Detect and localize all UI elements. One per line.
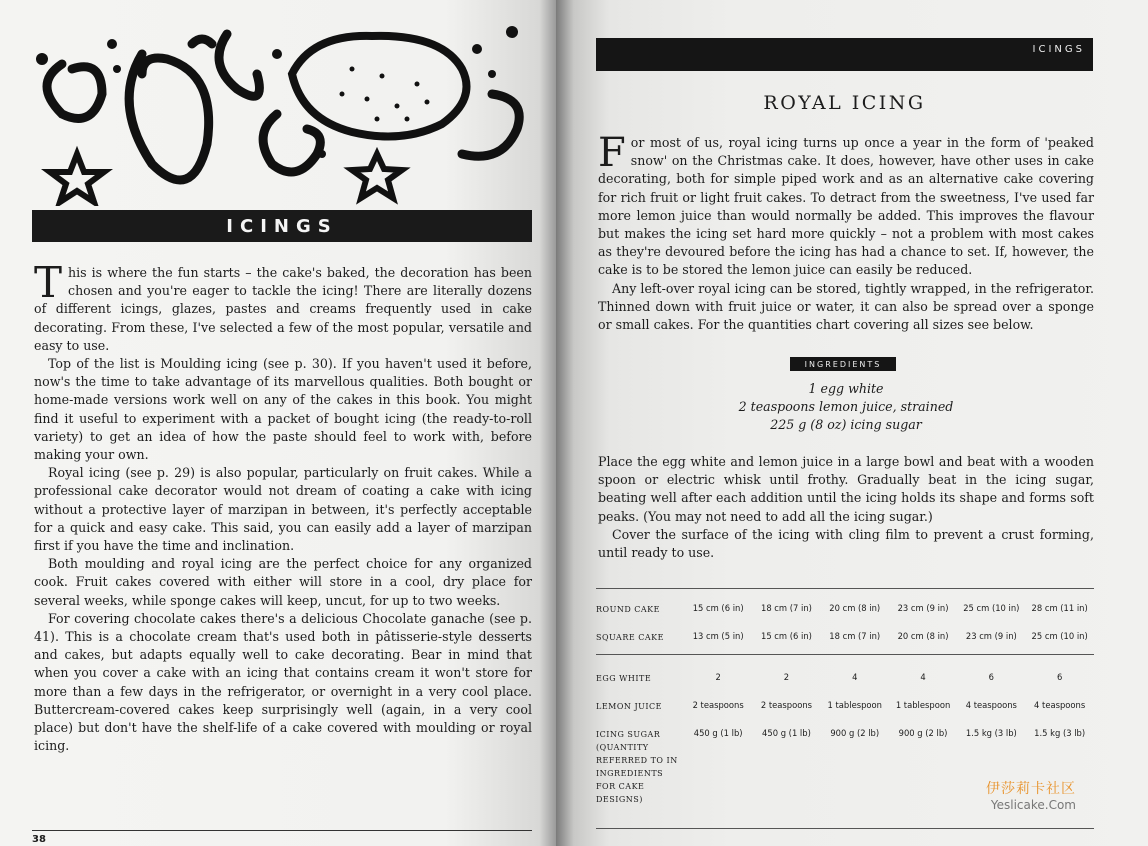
star-icon bbox=[352, 154, 402, 198]
table-cell: 450 g (1 lb) bbox=[693, 728, 743, 738]
table-row bbox=[596, 631, 1094, 644]
table-cell: 15 cm (6 in) bbox=[692, 603, 744, 613]
table-cell: 25 cm (10 in) bbox=[1031, 631, 1088, 641]
table-cell: 20 cm (8 in) bbox=[897, 631, 949, 641]
table-row bbox=[596, 603, 1094, 616]
table-rule bbox=[596, 828, 1094, 829]
table-cell: 6 bbox=[1056, 672, 1063, 682]
paragraph: Cover the surface of the icing with cling film to prevent a crust forming, until ready to use. bbox=[598, 526, 1094, 561]
watermark-url: Yeslicake.Com bbox=[990, 798, 1076, 812]
lemon-illustration bbox=[292, 36, 467, 137]
left-page bbox=[0, 0, 556, 846]
footer-rule bbox=[32, 830, 532, 831]
right-page bbox=[556, 0, 1148, 846]
ingredients-label: INGREDIENTS bbox=[790, 357, 896, 371]
ingredient-item: 225 g (8 oz) icing sugar bbox=[770, 417, 922, 432]
table-cell: 23 cm (9 in) bbox=[965, 631, 1017, 641]
ingredient-item: 1 egg white bbox=[808, 381, 884, 396]
table-cell: 6 bbox=[988, 672, 994, 682]
table-cell: 1.5 kg (3 lb) bbox=[1034, 728, 1086, 738]
intro-text bbox=[34, 258, 532, 755]
recipe-intro bbox=[598, 130, 1094, 334]
paragraph: This is where the fun starts – the cake's baked, the decoration has been chosen and you're eager to tackle the icing! There are literally dozens of different icings, glazes, pastes and creams frequently used in cake decorating. From these, I've selected a few of the most popular, versatile and easy to use. bbox=[34, 258, 532, 353]
table-cell: 4 bbox=[852, 672, 858, 682]
paragraph: For most of us, royal icing turns up once a year in the form of 'peaked snow' on the Christmas cake. It does, however, have other uses in cake decorating, both for simple piped work and as an alternative cake covering for rich fruit or light fruit cakes. To detract from the sweetness, I've used far more lemon juice than would normally be added. This improves the flavour but makes the icing set hard more quickly – not a problem with most cakes as they're devoured before the icing has had a chance to set. If, however, the cake is to be stored the lemon juice can easily be reduced. bbox=[598, 130, 1094, 278]
table-cell: 2 bbox=[783, 672, 790, 682]
table-cell: 900 g (2 lb) bbox=[898, 728, 948, 738]
paragraph: For covering chocolate cakes there's a delicious Chocolate ganache (see p. 41). This is a chocolate cream that's used both in pâtisserie-style desserts and cakes, but adapts equally well to cake decorating. Bear in mind that when you cover a cake with an icing that contains cream it won't store for more than a few days in the refrigerator, or overnight in a very cool place. Buttercream-covered cakes keep surprisingly well (again, in a very cool place) but don't have the shelf-life of a cake covered with moulding or royal icing. bbox=[34, 610, 532, 754]
table-cell: 18 cm (7 in) bbox=[760, 603, 812, 613]
decorative-illustration bbox=[22, 14, 532, 206]
section-title-banner bbox=[32, 210, 532, 242]
recipe-title: ROYAL ICING bbox=[763, 92, 926, 114]
table-cell: 450 g (1 lb) bbox=[762, 728, 811, 738]
table-cell: 4 teaspoons bbox=[965, 700, 1017, 710]
table-rule bbox=[596, 588, 1094, 589]
table-cell: 1 tablespoon bbox=[827, 700, 882, 710]
table-cell: 2 bbox=[715, 672, 721, 682]
watermark bbox=[986, 778, 1076, 812]
table-cell: 4 bbox=[920, 672, 926, 682]
row-label: ROUND CAKE bbox=[596, 605, 660, 614]
watermark-cn: 伊莎莉卡社区 bbox=[986, 781, 1076, 797]
drop-cap: T bbox=[34, 258, 63, 307]
header-bar bbox=[596, 38, 1093, 71]
table-rule bbox=[596, 654, 1094, 655]
star-icon bbox=[50, 154, 104, 202]
table-cell: 13 cm (5 in) bbox=[692, 631, 744, 641]
ingredient-item: 2 teaspoons lemon juice, strained bbox=[738, 399, 954, 414]
paragraph: Any left-over royal icing can be stored, tightly wrapped, in the refrigerator. Thinned down with fruit juice or water, it can also be spread over a sponge or small cakes. For the quantities chart covering all sizes see below. bbox=[598, 280, 1094, 333]
table-cell: 28 cm (11 in) bbox=[1031, 603, 1088, 613]
table-cell: 4 teaspoons bbox=[1034, 700, 1086, 710]
table-row bbox=[596, 672, 1094, 685]
table-cell: 20 cm (8 in) bbox=[829, 603, 881, 613]
ingredients-list bbox=[696, 380, 996, 434]
section-title: ICINGS bbox=[226, 215, 338, 237]
table-cell: 2 teaspoons bbox=[692, 700, 744, 710]
page-number: 38 bbox=[32, 834, 46, 845]
paragraph: Both moulding and royal icing are the perfect choice for any organized cook. Fruit cakes covered with either will store in a cool, dry place for several weeks, while sponge cakes will keep, uncut, for up to two weeks. bbox=[34, 556, 532, 608]
table-cell: 15 cm (6 in) bbox=[760, 631, 812, 641]
row-label: LEMON JUICE bbox=[596, 702, 663, 711]
table-cell: 1 tablespoon bbox=[895, 700, 951, 710]
table-cell: 2 teaspoons bbox=[760, 700, 813, 710]
paragraph: Top of the list is Moulding icing (see p. 30). If you haven't used it before, now's the time to take advantage of its marvellous qualities. Both bought or home-made versions work well on any of the cakes in this book. You might find it useful to experiment with a packet of bought icing (the ready-to-roll variety) to get an idea of how the paste should feel to work with, before making your own. bbox=[34, 356, 532, 463]
lemon-dots bbox=[340, 67, 430, 122]
drop-cap: F bbox=[598, 130, 626, 176]
table-cell: 25 cm (10 in) bbox=[963, 603, 1020, 613]
paragraph: Royal icing (see p. 29) is also popular, particularly on fruit cakes. While a professional cake decorator would not dream of coating a cake with icing without a protective layer of marzipan in between, it's perfectly acceptable for a quick and easy cake. This said, you can easily add a layer of marzipan first if you have the time and inclination. bbox=[34, 465, 532, 554]
table-row bbox=[596, 700, 1094, 713]
running-header: ICINGS bbox=[1032, 44, 1085, 55]
row-label: EGG WHITE bbox=[596, 674, 652, 683]
dots bbox=[36, 26, 518, 158]
method-text bbox=[598, 453, 1094, 562]
row-label: SQUARE CAKE bbox=[596, 633, 664, 642]
table-cell: 1.5 kg (3 lb) bbox=[965, 728, 1017, 738]
paragraph: Place the egg white and lemon juice in a large bowl and beat with a wooden spoon or electric whisk until frothy. Gradually beat in the icing sugar, beating well after each addition until the icing holds its shape and forms soft peaks. (You may not need to add all the icing sugar.) bbox=[598, 454, 1094, 524]
row-label: ICING SUGAR (QUANTITY REFERRED TO IN INGREDIENTS FOR CAKE DESIGNS) bbox=[596, 730, 678, 804]
table-cell: 18 cm (7 in) bbox=[829, 631, 881, 641]
table-cell: 23 cm (9 in) bbox=[897, 603, 949, 613]
table-cell: 900 g (2 lb) bbox=[830, 728, 880, 738]
